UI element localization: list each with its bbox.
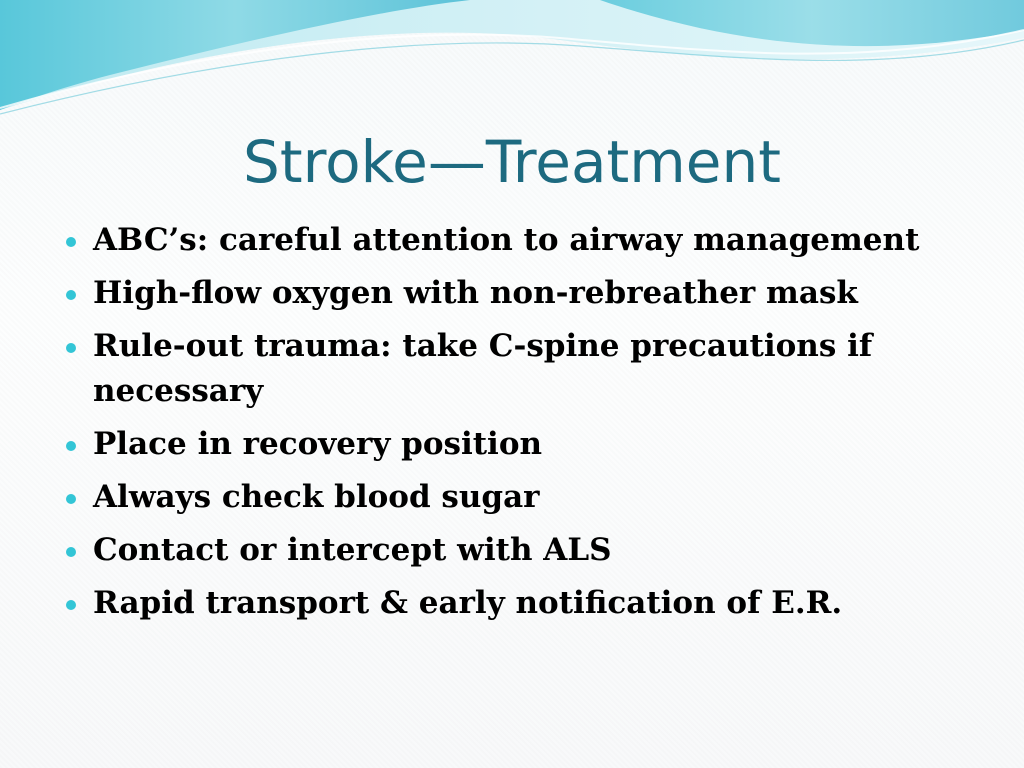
bullet-dot-icon [66, 343, 76, 353]
bullet-text: ABC’s: careful attention to airway management [93, 222, 920, 258]
bullet-dot-icon [66, 547, 76, 557]
bullet-item [62, 475, 962, 520]
bullet-text: Always check blood sugar [93, 479, 540, 515]
slide-title: Stroke—Treatment [243, 128, 781, 196]
bullet-item [62, 422, 962, 467]
bullet-list [62, 218, 962, 634]
bullet-item [62, 324, 893, 414]
bullet-text: Place in recovery position [93, 426, 543, 462]
bullet-item [62, 528, 962, 573]
bullet-text: Rapid transport & early notification of E.R. [93, 585, 843, 621]
bullet-dot-icon [66, 237, 76, 247]
bullet-text: Contact or intercept with ALS [93, 532, 612, 568]
bullet-dot-icon [66, 441, 76, 451]
bullet-text: High-flow oxygen with non-rebreather mask [93, 275, 858, 311]
bullet-dot-icon [66, 290, 76, 300]
bullet-item [62, 581, 962, 626]
bullet-item [62, 218, 962, 263]
bullet-item [62, 271, 962, 316]
header-wave-decoration [0, 0, 1024, 120]
bullet-dot-icon [66, 494, 76, 504]
bullet-text: Rule-out trauma: take C-spine precautions if necessary [93, 328, 873, 409]
bullet-dot-icon [66, 600, 76, 610]
